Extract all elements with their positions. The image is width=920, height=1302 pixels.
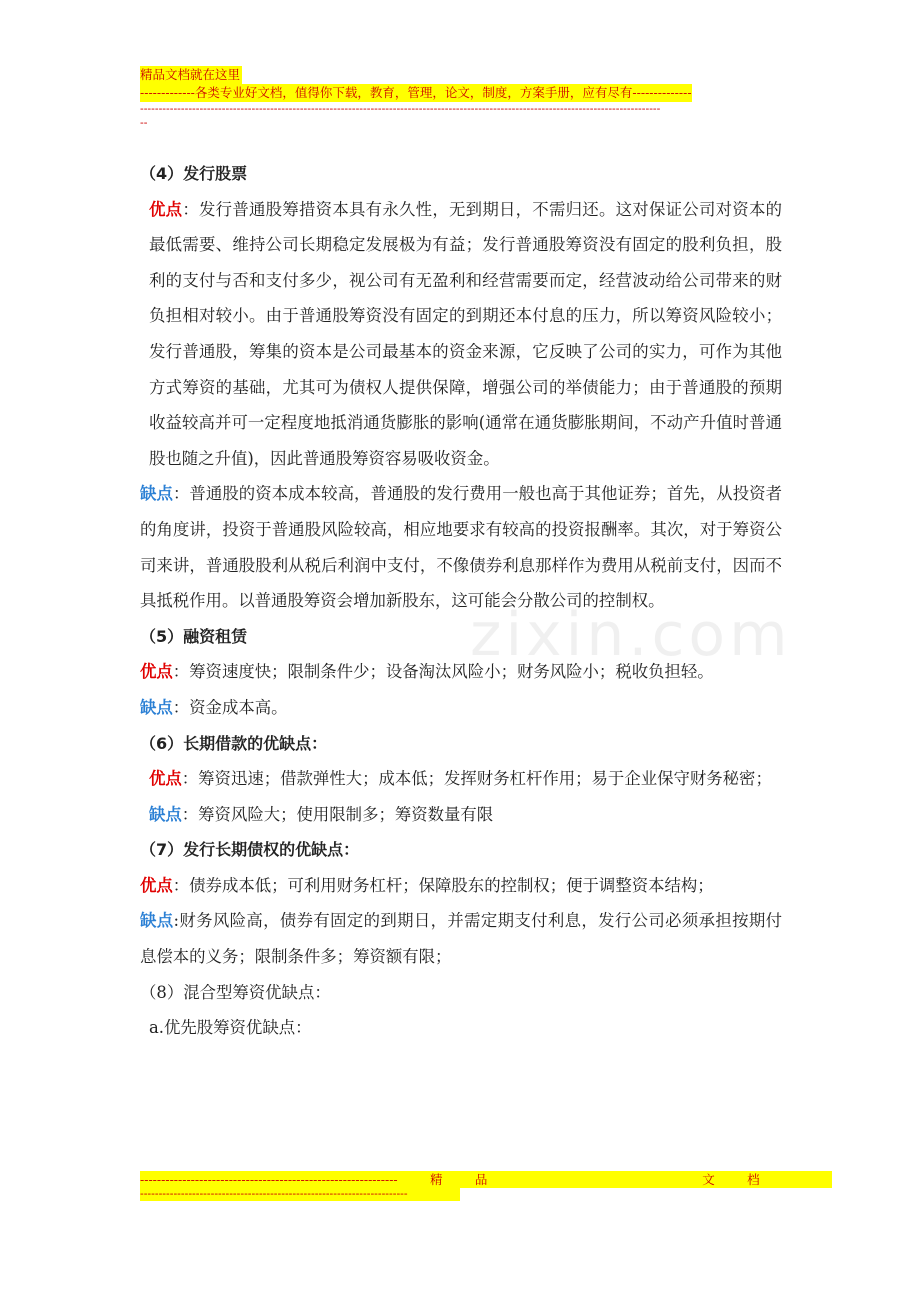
header-slogan: -------------各类专业好文档，值得你下载，教育，管理，论文，制度，方案手册，应有尽有--------------	[140, 85, 692, 100]
cons-text: ：普通股的资本成本较高，普通股的发行费用一般也高于其他证券；首先，从投资者的角度讲，投资于普通股风险较高，相应地要求有较高的投资报酬率。其次，对于筹资公司来讲，普通股股利从税后利润中支付，不像债券利息那样作为费用从税前支付，因而不具抵税作用。以普通股筹资会增加新股东，这可能会分散公司的控制权。	[140, 484, 783, 611]
document-body	[140, 156, 782, 1046]
cons-text: ：筹资风险大；使用限制多；筹资数量有限	[181, 804, 494, 824]
section-4-title: （4）发行股票	[140, 164, 248, 183]
section-7-cons	[140, 903, 782, 974]
footer-dash: -------------------------------------------------------------	[140, 1172, 398, 1187]
section-5-title: （5）融资租赁	[140, 626, 248, 646]
pros-text: ：债券成本低；可利用财务杠杆；保障股东的控制权；便于调整资本结构；	[172, 875, 714, 895]
section-7-title: （7）发行长期债权的优缺点：	[140, 840, 360, 860]
page-footer	[140, 1171, 832, 1201]
section-5-cons	[140, 690, 782, 726]
section-7-pros	[140, 868, 782, 904]
watermark: zixin.com	[470, 600, 792, 670]
section-6-pros	[140, 761, 782, 797]
pros-label: 优点	[149, 199, 183, 219]
footer-char-4: 档	[747, 1172, 760, 1187]
cons-label: 缺点	[140, 911, 174, 931]
section-6-title: （6）长期借款的优缺点：	[140, 733, 328, 753]
pros-text: ：发行普通股筹措资本具有永久性，无到期日，不需归还。这对保证公司对资本的最低需要、维持公司长期稳定发展极为有益；发行普通股筹资没有固定的股利负担，股利的支付与否和支付多少，视公司有无盈利和经营需要而定，经营波动给公司带来的财负担相对较小。由于普通股筹资没有固定的到期还本付息的压力，所以筹资风险较小；发行普通股，筹集的资本是公司最基本的资金来源，它反映了公司的实力，可作为其他方式筹资的基础，尤其可为债权人提供保障，增强公司的举债能力；由于普通股的预期收益较高并可一定程度地抵消通货膨胀的影响(通常在通货膨胀期间，不动产升值时普通股也随之升值)，因此普通股筹资容易吸收资金。	[149, 199, 783, 468]
footer-line	[140, 1171, 832, 1188]
footer-char-3: 文	[702, 1172, 715, 1187]
cons-text: ：资金成本高。	[172, 697, 288, 717]
cons-label: 缺点	[140, 484, 173, 504]
pros-text: ：筹资迅速；借款弹性大；成本低；发挥财务杠杆作用；易于企业保守财务秘密；	[181, 769, 772, 789]
section-4-pros	[140, 192, 782, 477]
footer-char-2: 品	[474, 1172, 488, 1187]
header-title: 精品文档就在这里	[140, 67, 241, 82]
footer-gap	[520, 1171, 670, 1188]
pros-label: 优点	[149, 769, 182, 789]
section-4-cons	[140, 476, 782, 618]
section-8-sub: a.优先股筹资优缺点：	[149, 1018, 312, 1038]
header-dash-line: --------------------------------------------------------------------------------------------------------------------------------------------	[140, 102, 661, 115]
footer-end-gap	[792, 1171, 832, 1188]
page-header	[140, 66, 780, 130]
pros-label: 优点	[140, 662, 173, 682]
cons-label: 缺点	[140, 697, 173, 717]
section-6-cons	[140, 797, 782, 833]
header-dash-tail: --	[140, 116, 148, 129]
section-8-title: （8）混合型筹资优缺点：	[140, 982, 331, 1002]
cons-label: 缺点	[149, 804, 182, 824]
pros-text: ：筹资速度快；限制条件少；设备淘汰风险小；财务风险小；税收负担轻。	[172, 662, 714, 682]
footer-char-1: 精	[430, 1172, 443, 1187]
section-5-pros	[140, 654, 782, 690]
footer-dash-bottom: ------------------------------------------------------------------------	[140, 1188, 460, 1201]
cons-text: :财务风险高，债券有固定的到期日，并需定期支付利息，发行公司必须承担按期付息偿本的义务；限制条件多；筹资额有限；	[140, 911, 782, 967]
pros-label: 优点	[140, 875, 173, 895]
